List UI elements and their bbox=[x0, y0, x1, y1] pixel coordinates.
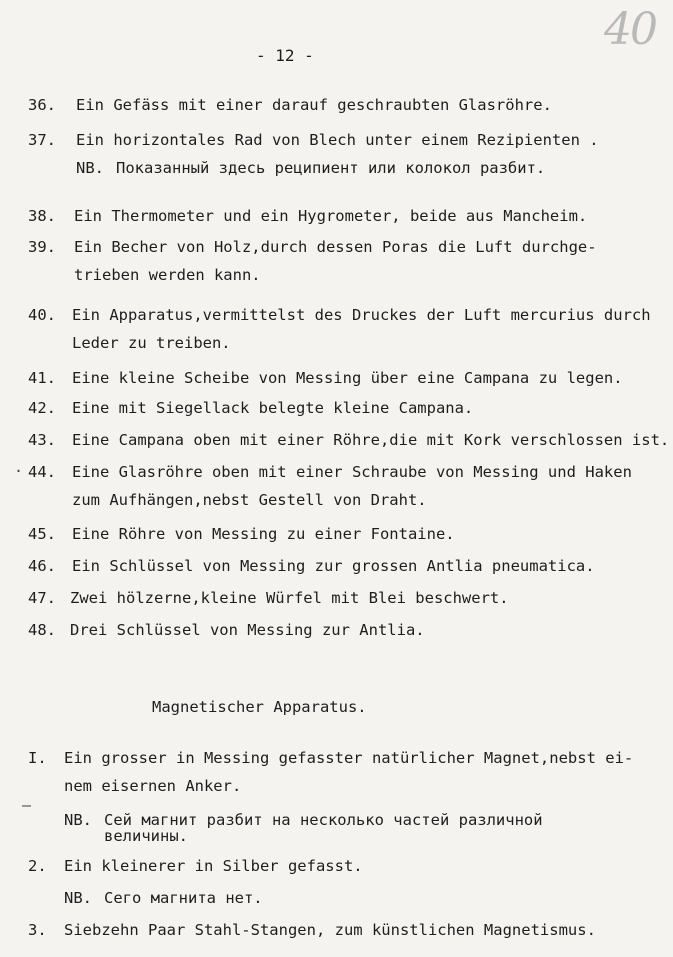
section-heading: Magnetischer Apparatus. bbox=[152, 698, 367, 716]
nb-text: Сей магнит разбит на несколько частей различной величины. bbox=[104, 811, 543, 845]
item-text: Ein Thermometer und ein Hygrometer, beide aus Mancheim. bbox=[74, 207, 588, 225]
item-text: Eine Campana oben mit einer Röhre,die mit Kork verschlossen ist. bbox=[72, 431, 670, 449]
nb-label: NB. bbox=[64, 889, 92, 907]
item-text: Eine Röhre von Messing zu einer Fontaine. bbox=[72, 525, 455, 543]
item-text: Ein Becher von Holz,durch dessen Poras die Luft durchge- bbox=[74, 238, 597, 256]
item-text: Ein grosser in Messing gefasster natürlicher Magnet,nebst ei- bbox=[64, 749, 634, 767]
item-continuation: trieben werden kann. bbox=[74, 266, 261, 284]
item-number: 45. bbox=[28, 525, 56, 543]
item-text: Eine Glasröhre oben mit einer Schraube von Messing und Haken bbox=[72, 463, 632, 481]
nb-text: Сего магнита нет. bbox=[104, 889, 263, 907]
nb-note bbox=[76, 158, 545, 178]
item-number: 2. bbox=[28, 857, 47, 875]
nb-label: NB. bbox=[64, 811, 92, 829]
item-number: 41. bbox=[28, 369, 56, 387]
page-number: - 12 - bbox=[256, 46, 314, 65]
item-number: 36. bbox=[28, 96, 56, 114]
item-text: Zwei hölzerne,kleine Würfel mit Blei beschwert. bbox=[70, 589, 509, 607]
item-text: Ein Gefäss mit einer darauf geschraubten Glasröhre. bbox=[76, 96, 552, 114]
item-text: Ein horizontales Rad von Blech unter einem Rezipienten . bbox=[76, 131, 599, 149]
item-number: 39. bbox=[28, 238, 56, 256]
item-text: Siebzehn Paar Stahl-Stangen, zum künstlichen Magnetismus. bbox=[64, 921, 596, 939]
item-number: 38. bbox=[28, 207, 56, 225]
item-number: I. bbox=[28, 749, 47, 767]
item-number: 48. bbox=[28, 621, 56, 639]
item-number: 40. bbox=[28, 306, 56, 324]
item-text: Ein Schlüssel von Messing zur grossen Antlia pneumatica. bbox=[72, 557, 595, 575]
item-number: 43. bbox=[28, 431, 56, 449]
nb-note bbox=[64, 888, 263, 908]
item-number: 44. bbox=[28, 463, 56, 481]
nb-label: NB. bbox=[76, 159, 104, 177]
item-continuation: zum Aufhängen,nebst Gestell von Draht. bbox=[72, 491, 427, 509]
handwritten-page-number: 40 bbox=[604, 4, 656, 55]
item-number: 46. bbox=[28, 557, 56, 575]
item-continuation: Leder zu treiben. bbox=[72, 334, 231, 352]
item-text: Eine mit Siegellack belegte kleine Campana. bbox=[72, 399, 474, 417]
item-text: Drei Schlüssel von Messing zur Antlia. bbox=[70, 621, 425, 639]
margin-mark: · bbox=[14, 462, 24, 480]
margin-mark: – bbox=[22, 796, 32, 814]
item-number: 3. bbox=[28, 921, 47, 939]
item-number: 42. bbox=[28, 399, 56, 417]
nb-text: Показанный здесь реципиент или колокол разбит. bbox=[116, 159, 546, 177]
item-continuation: nem eisernen Anker. bbox=[64, 777, 242, 795]
item-text: Ein Apparatus,vermittelst des Druckes der Luft mercurius durch bbox=[72, 306, 651, 324]
item-text: Ein kleinerer in Silber gefasst. bbox=[64, 857, 363, 875]
item-number: 37. bbox=[28, 131, 56, 149]
item-number: 47. bbox=[28, 589, 56, 607]
item-text: Eine kleine Scheibe von Messing über eine Campana zu legen. bbox=[72, 369, 623, 387]
